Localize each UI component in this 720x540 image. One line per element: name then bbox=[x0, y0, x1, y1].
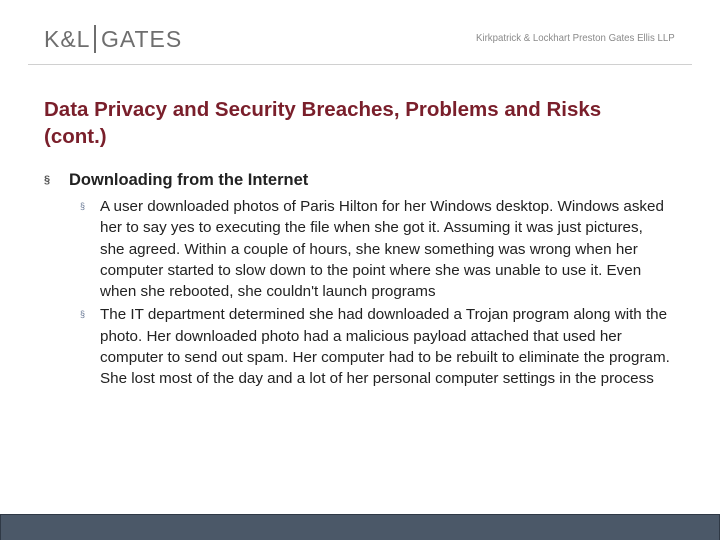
bullet-marker-icon: § bbox=[80, 309, 86, 320]
slide-header bbox=[0, 0, 720, 60]
kl-gates-logo bbox=[44, 24, 182, 54]
sub-bullet-item bbox=[80, 304, 684, 389]
logo-divider bbox=[94, 25, 96, 53]
sub-bullet-text: The IT department determined she had downloaded a Trojan program along with the photo. Her downloaded photo had a malicious payload attached that used her computer to send out spam. Her computer had to be rebuilt to eliminate the program. She lost most of the day and a lot of her personal computer settings in the process bbox=[100, 306, 670, 388]
bullet-level1 bbox=[44, 170, 684, 190]
bullet-marker-icon: § bbox=[44, 174, 51, 186]
footer-bar bbox=[0, 514, 720, 540]
bullet-level1-text: Downloading from the Internet bbox=[69, 171, 309, 189]
header-divider bbox=[28, 64, 692, 65]
sub-bullet-text: A user downloaded photos of Paris Hilton for her Windows desktop. Windows asked her to say yes to executing the file when she got it. Assuming it was just pictures, she agreed. Within a couple of hours, she knew something was wrong when her computer started to slow down to the point where she was unable to use it. Even when she rebooted, she couldn't launch programs bbox=[100, 198, 664, 301]
slide-title: Data Privacy and Security Breaches, Problems and Risks (cont.) bbox=[44, 98, 602, 148]
sub-bullet-item bbox=[80, 196, 684, 302]
logo-text-left: K&L bbox=[44, 25, 91, 52]
firm-name: Kirkpatrick & Lockhart Preston Gates Ellis LLP bbox=[476, 32, 675, 44]
bullet-list bbox=[44, 170, 684, 392]
sub-bullet-list bbox=[44, 196, 684, 390]
bullet-marker-icon: § bbox=[80, 201, 86, 211]
logo-text-right: GATES bbox=[100, 25, 183, 52]
